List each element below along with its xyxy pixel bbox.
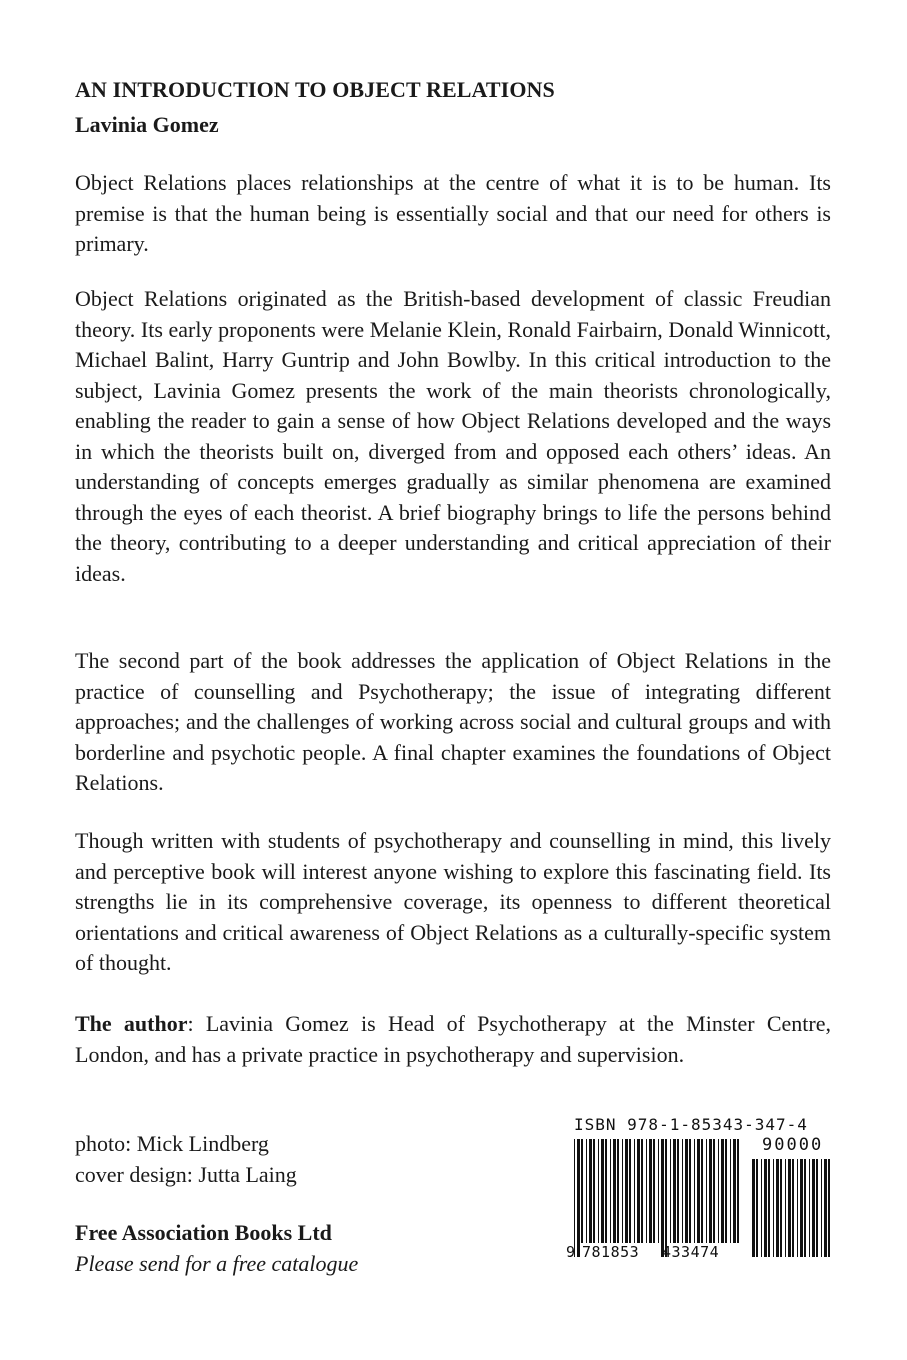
barcode-bar (613, 1139, 616, 1243)
barcode-bar (605, 1139, 607, 1243)
ean-right-digits: 433474 (662, 1243, 720, 1261)
blurb-paragraph-2: Object Relations originated as the British-based development of classic Freudian theory. Its early proponents were Melanie Klein, Ronald Fairbairn, Donald Winnicott, Michael Balint, Harry Guntrip and John Bowlby. In this critical introduction to the subject, Lavinia Gomez presents the work of the main theorists chronologically, enabling the reader to gain a sense of how Object Relations developed and the ways in which the theorists built on, diverged from and opposed each others’ ideas. An understanding of concepts emerges gradually as similar phenomena are examined through the eyes of each theorist. A brief biography brings to life the persons behind the theory, contributing to a deeper understanding and critical appreciation of their ideas. (75, 286, 831, 586)
barcode-bar (821, 1159, 822, 1257)
barcode-bar (673, 1139, 676, 1243)
barcode-bar (800, 1159, 803, 1257)
photo-credit: photo: Mick Lindberg (75, 1131, 269, 1156)
barcode-bar (792, 1159, 794, 1257)
barcode-bar (761, 1159, 762, 1257)
barcode-bar (701, 1139, 703, 1243)
barcode-bar (653, 1139, 655, 1243)
barcode-bar (709, 1139, 712, 1243)
barcode-bar (721, 1139, 724, 1243)
barcode-bar (725, 1139, 727, 1243)
barcode-bar (780, 1159, 782, 1257)
ean-left-digits: 781853 (582, 1243, 640, 1261)
barcode-bar (634, 1139, 635, 1243)
barcode-bar (637, 1139, 640, 1243)
barcode-bar (730, 1139, 731, 1243)
barcode-bar (577, 1139, 580, 1257)
barcode-bar (601, 1139, 604, 1243)
barcode-bar (598, 1139, 599, 1243)
author-bio-lead: The author (75, 1011, 188, 1036)
author-bio (75, 1009, 831, 1070)
ean-barcode-bars (574, 1139, 744, 1257)
barcode-bar (797, 1159, 798, 1257)
barcode-bar (694, 1139, 695, 1243)
barcode-bar (685, 1139, 688, 1243)
barcode-bar (752, 1159, 755, 1257)
addon-barcode-bars (752, 1159, 832, 1257)
barcode (566, 1115, 836, 1278)
barcode-bar (776, 1159, 779, 1257)
blurb-paragraph-3: The second part of the book addresses the application of Object Relations in the practice of counselling and Psychotherapy; the issue of integrating different approaches; and the challenges of working across social and cultural groups and with borderline and psychotic people. A final chapter examines the foundations of Object Relations. (75, 648, 831, 795)
barcode-bar (617, 1139, 619, 1243)
author-bio-text: : Lavinia Gomez is Head of Psychotherapy at the Minster Centre, London, and has a private practice in psychotherapy and supervision. (75, 1011, 831, 1067)
publisher-block (75, 1217, 358, 1279)
barcode-bar (625, 1139, 628, 1243)
barcode-bar (677, 1139, 679, 1243)
back-cover (75, 72, 831, 1067)
barcode-bar (665, 1139, 667, 1257)
barcode-bar (828, 1159, 830, 1257)
barcode-bar (804, 1159, 806, 1257)
barcode-bar (649, 1139, 652, 1243)
barcode-bar (622, 1139, 623, 1243)
barcode-bar (756, 1159, 758, 1257)
design-credit: cover design: Jutta Laing (75, 1162, 297, 1187)
barcode-bar (773, 1159, 774, 1257)
barcode-bar (586, 1139, 587, 1243)
barcode-bar (589, 1139, 592, 1243)
barcode-bar (733, 1139, 736, 1243)
barcode-bar (646, 1139, 647, 1243)
barcode-bar (574, 1139, 575, 1257)
barcode-bar (706, 1139, 707, 1243)
credits (75, 1128, 297, 1190)
barcode-bar (788, 1159, 791, 1257)
blurb-paragraph-1: Object Relations places relationships at the centre of what it is to be human. Its premise is that the human being is essentially social and that our need for others is primary. (75, 170, 831, 256)
barcode-bar (809, 1159, 810, 1257)
barcode-bar (661, 1139, 664, 1257)
barcode-bar (824, 1159, 827, 1257)
book-title: AN INTRODUCTION TO OBJECT RELATIONS (75, 77, 555, 102)
barcode-bar (718, 1139, 719, 1243)
barcode-bar (670, 1139, 671, 1243)
barcode-bar (658, 1139, 659, 1243)
barcode-bar (768, 1159, 770, 1257)
barcode-bar (812, 1159, 815, 1257)
publisher-name: Free Association Books Ltd (75, 1220, 332, 1245)
barcode-bar (816, 1159, 818, 1257)
barcode-bar (641, 1139, 643, 1243)
barcode-bar (581, 1139, 583, 1243)
barcode-bar (785, 1159, 786, 1257)
book-author: Lavinia Gomez (75, 112, 219, 137)
catalogue-note: Please send for a free catalogue (75, 1251, 359, 1276)
isbn-label: ISBN 978-1-85343-347-4 (574, 1115, 808, 1134)
ean-first-digit: 9 (566, 1243, 576, 1261)
barcode-bar (629, 1139, 631, 1243)
blurb-paragraph-4: Though written with students of psychotherapy and counselling in mind, this lively and perceptive book will interest anyone wishing to explore this fascinating field. Its strengths lie in its comprehensive coverage, its openness to different theoretical orientations and critical awareness of Object Relations as a culturally-specific system of thought. (75, 828, 831, 975)
barcode-bar (682, 1139, 683, 1243)
barcode-bar (764, 1159, 767, 1257)
barcode-bar (697, 1139, 700, 1243)
barcode-bar (713, 1139, 715, 1243)
addon-price-digits: 90000 (762, 1135, 824, 1155)
barcode-bar (610, 1139, 611, 1243)
barcode-bar (737, 1139, 739, 1243)
barcode-bar (593, 1139, 595, 1243)
barcode-bar (689, 1139, 691, 1243)
